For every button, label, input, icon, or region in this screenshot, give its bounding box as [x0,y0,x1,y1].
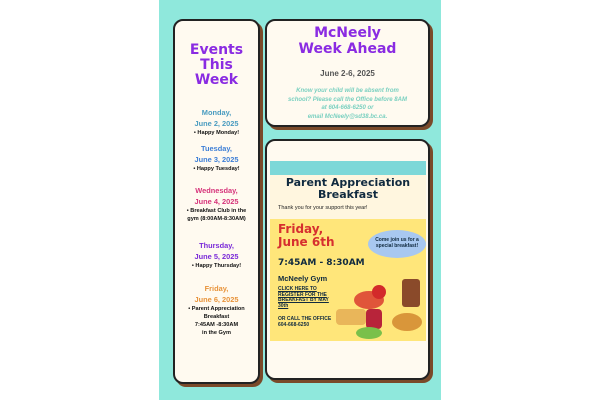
breakfast-flyer [270,161,426,341]
event-day-date: June 4, 2025 [194,197,239,206]
absence-message-line: at 604-668-6250 or [321,105,374,111]
events-title [175,43,258,88]
event-day-date: June 5, 2025 [194,252,239,261]
breakfast-flyer-card [265,139,430,380]
events-title-line3: Week [194,72,239,88]
sandwich-icon [336,309,366,325]
absence-email[interactable]: email McNeely@sd38.bc.ca. [307,113,388,120]
week-ahead-title-line1: McNeely [314,25,381,41]
event-day-date: June 6, 2025 [194,295,239,304]
event-note: • Parent Appreciation [188,306,245,312]
flyer-date-line1: Friday, [278,222,324,236]
jam-jar-icon [366,309,382,329]
week-ahead-title [267,25,428,57]
absence-message-line: Know your child will be absent from [296,88,399,94]
event-day-label: Wednesday, [195,186,238,195]
flyer-thanks: Thank you for your support this year! [278,205,368,211]
salad-bowl-icon [356,327,382,339]
flyer-speech-bubble [368,230,426,258]
flyer-title [270,177,426,201]
flyer-bubble-text: Come join us for a special breakfast! [375,237,419,249]
apple-icon [372,285,386,299]
event-day-friday [175,283,258,337]
event-day-date: June 2, 2025 [194,119,239,128]
events-title-line1: Events [189,42,244,58]
event-day-label: Tuesday, [201,144,232,153]
event-day-label: Friday, [204,284,229,293]
week-ahead-card [265,19,430,127]
event-note: gym (8:00AM-8:30AM) [187,216,246,222]
week-ahead-title-line2: Week Ahead [298,41,397,57]
events-this-week-card [173,19,260,384]
flyer-date [278,223,335,249]
coffee-cup-icon [402,279,420,307]
event-day-date: June 3, 2025 [194,155,239,164]
event-note: • Happy Monday! [193,130,240,136]
event-day-tuesday [175,143,258,173]
event-day-label: Monday, [201,108,232,117]
absence-message-line: school? Please call the Office before 8AM [288,96,407,103]
event-note: • Breakfast Club in the [186,208,247,214]
flyer-title-line2: Breakfast [317,188,379,201]
event-note: 7:45AM -8:30AM [194,322,239,328]
flyer-location: McNeely Gym [278,274,328,283]
flyer-date-line2: June 6th [278,235,335,249]
events-title-line2: This [200,57,233,73]
week-ahead-dates: June 2-6, 2025 [320,69,375,78]
flyer-time: 7:45AM - 8:30AM [278,258,365,268]
event-note: in the Gym [202,330,231,336]
event-note: Breakfast [203,314,230,320]
event-day-monday [175,107,258,137]
event-day-thursday [175,240,258,270]
pancakes-icon [392,313,422,331]
event-day-label: Thursday, [199,241,234,250]
event-note: • Happy Tuesday! [193,166,240,172]
newsletter-poster [159,0,441,400]
event-note: • Happy Thursday! [191,263,242,269]
flyer-top-band [270,161,426,175]
register-link[interactable]: CLICK HERE TO REGISTER FOR THE BREAKFAST BY MAY 30th [278,286,329,309]
flyer-call-office: OR CALL THE OFFICE 604-668-6250 [278,316,332,328]
absence-message [277,87,418,121]
event-day-wednesday [175,185,258,223]
flyer-title-line1: Parent Appreciation [285,176,411,189]
